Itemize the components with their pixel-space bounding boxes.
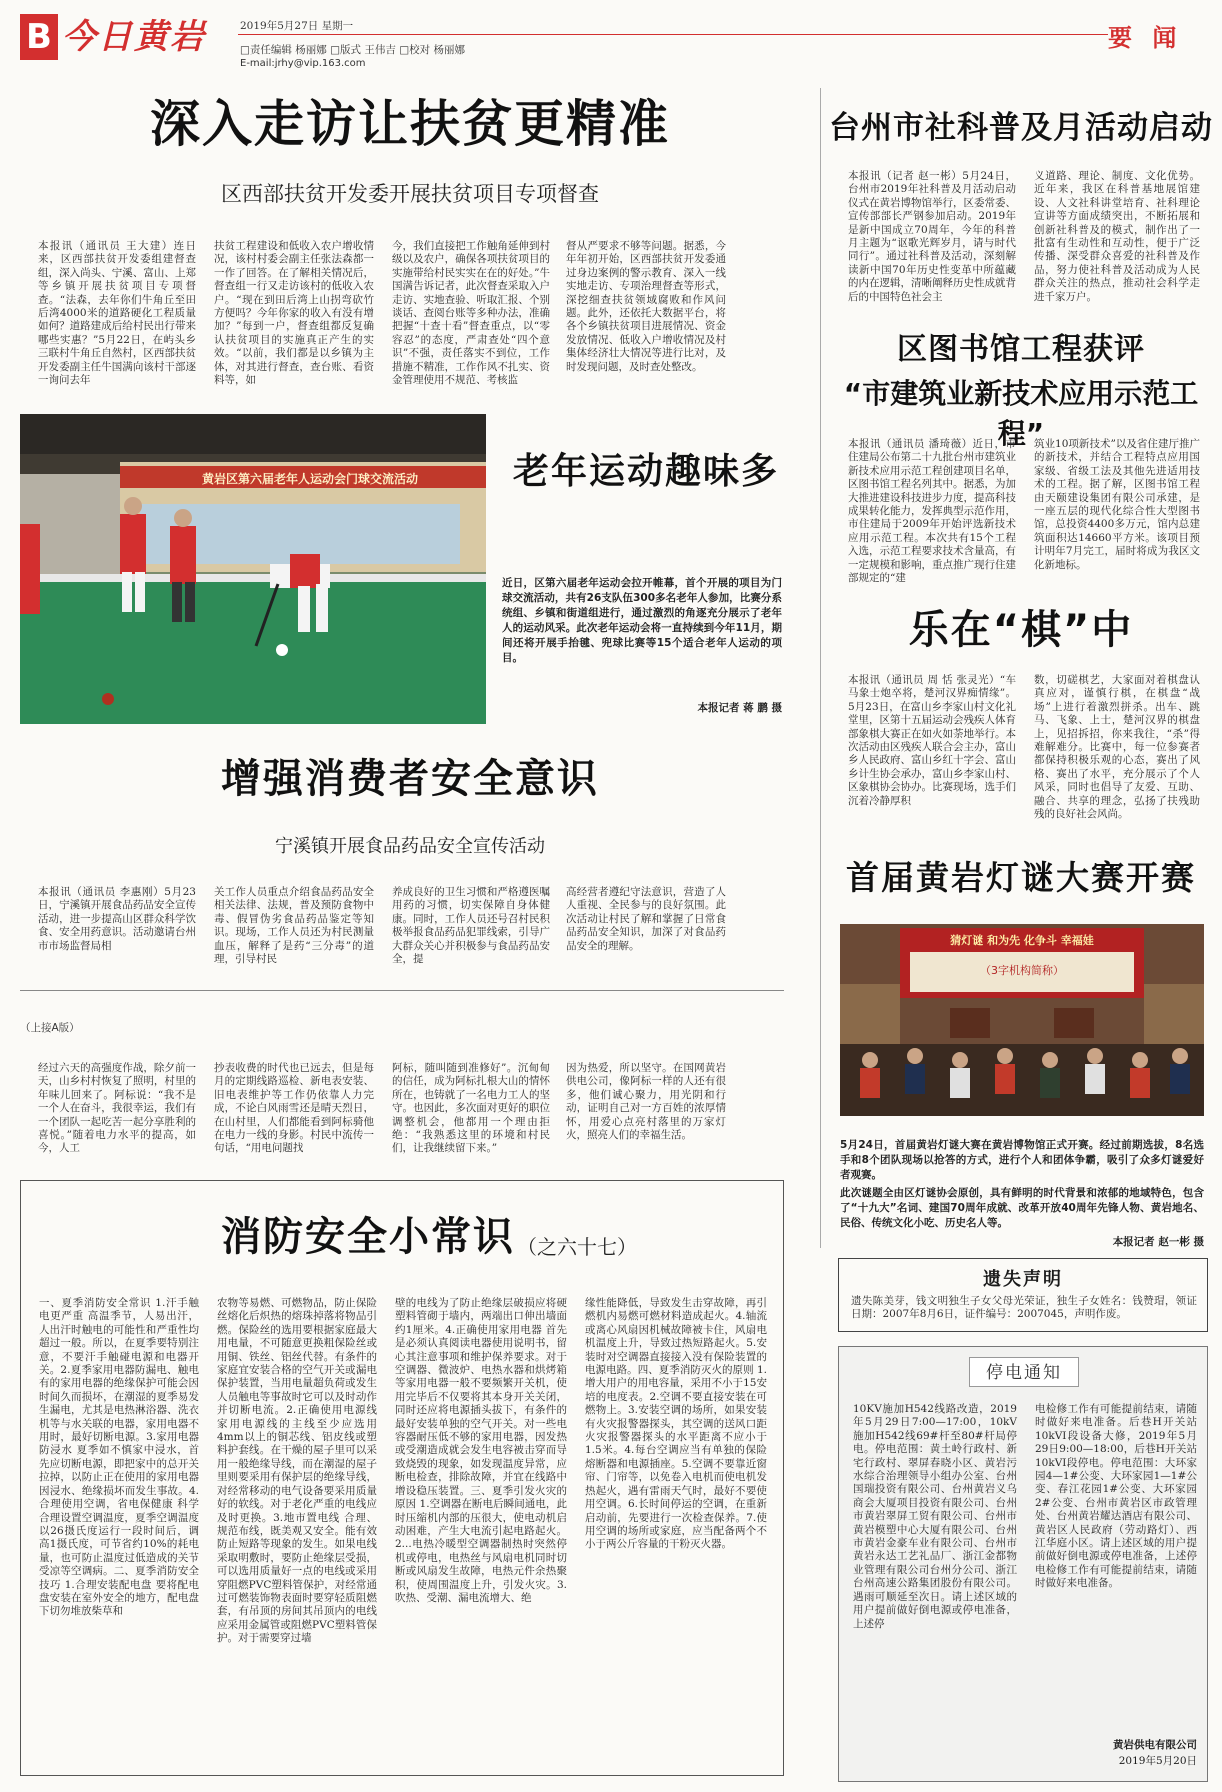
riddle-caption1: 5月24日，首届黄岩灯谜大赛在黄岩博物馆正式开赛。经过前期选拔，8名选手和8个团队现场以抢答的方式，进行个人和团体争霸，吸引了众多灯谜爱好者观赛。: [840, 1139, 1204, 1181]
gateball-caption: 近日，区第六届老年运动会拉开帷幕，首个开展的项目为门球交流活动，共有26支队伍300多名老年人参加，比赛分系统组、乡镇和街道组进行，通过激烈的角逐充分展示了老年人的运动风采。此次老年运动会将一直持续到今年11月，期间还将开展手抬毽、兜球比赛等15个适合老年人运动的项目。: [502, 577, 782, 664]
outage-sign-date: 2019年5月20日: [1118, 1755, 1197, 1767]
article-consumer-col4: 高经营者遵纪守法意识，营造了人人重视、全民参与的良好氛围。此次活动让村民了解和掌握了日常食品药品安全知识，加深了对食品药品安全的理解。: [566, 886, 726, 952]
library-headline-line1: 区图书馆工程获评: [897, 332, 1145, 367]
chess-col2: 数，切磋棋艺，大家面对着棋盘认真应对，谨慎行棋，在棋盘“战场”上进行着激烈拼杀。出车、跳马、飞象、上士，楚河汉界的棋盘上，见招拆招，你来我往，“杀”得难解难分。比赛中，每一位参赛者都保持积极乐观的心态，赛出了风格、赛出了水平，充分展示了个人风采，同时也倡导了友爱、互助、融合、共享的理念，弘扬了扶残助残的良好社会风尚。: [1034, 674, 1200, 821]
riddle-photo: [840, 924, 1204, 1116]
article-poverty-headline: 深入走访让扶贫更精准: [150, 95, 670, 153]
fire-safety-series: （之六十七）: [517, 1235, 637, 1259]
sci-popularization-col2: 义道路、理论、制度、文化优势。近年来，我区在科普基地展馆建设、人文社科讲堂培育、社科理论宣讲等方面成绩突出，不断拓展和创新社科普及的模式，制作出了一批富有生动性和互动性，便于广泛传播、深受群众喜爱的社科普及作品，努力使社科普及活动成为人民群众关注的热点，推动社会科学走进千家万户。: [1034, 170, 1200, 303]
article-poverty-subhead: 区西部扶贫开发委开展扶贫项目专项督查: [221, 182, 599, 206]
article-poverty-col4: 督从严要求不够等问题。据悉，今年年初开始，区西部扶贫开发委通过身边案例的警示教育、深入一线实地走访、专项治理督查等形式，深挖细查扶贫领域腐败和作风问题。此外，还依托大数据平台，将各个乡镇扶贫项目进展情况、资金发放情况、低收入户增收情况及村集体经济壮大情况等进行比对，及时发现问题，及时查处整改。: [566, 240, 726, 373]
continued-col1: 经过六天的高强度作战，除夕前一天，山乡村村恢复了照明，村里的年味儿回来了。阿标说：“我不是一个人在奋斗，我很幸运，我们有一个团队一起吃苦一起分享胜利的喜悦。”随着电力水平的提高，如今，人工: [38, 1062, 196, 1155]
masthead: [0, 0, 1222, 80]
library-col2: 筑业10项新技术”以及省住建厅推广的新技术，并结合工程特点应用国家级、省级工法及其他先进适用技术的工程。据了解，区图书馆工程由天颐建设集团有限公司承建，是一座五层的现代化综合性大型图书馆，总投资4400多万元，馆内总建筑面积达14660平方米。该项目预计明年7月完工，届时将成为我区文化新地标。: [1034, 438, 1200, 571]
continued-col3: 阿标，随叫随到准修好”。沉甸甸的信任，成为阿标扎根大山的情怀所在，也铸就了一名电力工人的坚守。也因此，多次面对更好的职位调整机会，他都用一个理由拒绝：“我熟悉这里的环境和村民们，让我继续留下来。”: [392, 1062, 550, 1155]
section-divider: [20, 990, 784, 991]
editors-line: □责任编辑 杨丽娜 □版式 王伟吉 □校对 杨丽娜: [240, 44, 465, 56]
outage-col1: 10KV施加H542线路改造，2019年5月29日7:00—17:00，10kV施加H542线69#杆至80#杆局停电。停电范围：黄土岭行政村、新宅行政村、翠屏春晓小区、黄岩污水综合治理领导小组办公室、台州国瑞投资有限公司、台州黄岩义乌商会大厦项目投资有限公司、台州市黄岩翠屏工贸有限公司、台州市黄岩模塑中心大厦有限公司、台州市黄岩金豪车业有限公司、台州市黄岩永达工艺礼品厂、浙江金都物业管理有限公司台州分公司、浙江台州高速公路集团股份有限公司。遇雨可顺延至次日。请上述区域的用户提前做好倒电源或停电准备，上述停: [853, 1403, 1017, 1630]
article-consumer-col2: 关工作人员重点介绍食品药品安全相关法律、法规，普及预防食物中毒、假冒伪劣食品药品鉴定等知识。现场，工作人员还为村民测量血压，解释了是药“三分毒”的道理，引导村民: [214, 886, 374, 966]
outage-signer: 黄岩供电有限公司: [1113, 1739, 1197, 1751]
article-poverty-col1: 本报讯（通讯员 王大建）连日来，区西部扶贫开发委组建督查组，深入尚头、宁溪、富山、上郑等乡镇开展扶贫项目专项督查。“法森，去年你们牛角丘至田后湾4000米的道路硬化工程质量如何？道路建成后给村民出行带来哪些实惠？”5月22日，在屿头乡三联村牛角丘自然村，区西部扶贫开发委副主任牛国满向该村干部逐一询问去年: [38, 240, 196, 387]
article-consumer-col1: 本报讯（通讯员 李惠刚）5月23日，宁溪镇开展食品药品安全宣传活动，进一步提高山区群众科学饮食、安全用药意识。活动邀请台州市市场监督局相: [38, 886, 196, 952]
fire-safety-headline: 消防安全小常识: [221, 1214, 515, 1260]
gateball-headline: 老年运动趣味多: [512, 451, 779, 492]
riddle-scene-image: [840, 924, 1204, 1116]
newspaper-logo: 今日黄岩: [62, 17, 206, 57]
email-line: E-mail:jrhy@vip.163.com: [240, 58, 366, 69]
article-poverty-col3: 今，我们直接把工作触角延伸到村级以及农户，确保各项扶贫项目的实施带给村民实实在在的好处。”牛国满告诉记者，此次督查采取入户走访、实地查验、听取汇报、个别谈话、查阅台账等多种办法，准确把握“十查十看”督查重点，以“零容忍”的态度，严肃查处“四个意识”不强，责任落实不到位，工作措施不精准，工作作风不扎实、资金管理使用不规范、考核监: [392, 240, 550, 387]
riddle-headline: 首届黄岩灯谜大赛开赛: [846, 858, 1196, 897]
library-headline-line2: “市建筑业新技术应用示范工程”: [843, 377, 1199, 450]
riddle-credit: 本报记者 赵一彬 摄: [1112, 1236, 1204, 1248]
outage-col2: 电检修工作有可能提前结束，请随时做好来电准备。后巷H开关站10kVI段设备大修，2019年5月29日9:00—18:00，后巷H开关站10kVI段停电。停电范围：大环家园4—1#公变、大环家园1—1#公变、春江花园1#公变、大环家园2#公变、台州市黄岩区市政管理处、台州黄岩耀达酒店有限公司、黄岩区人民政府（劳动路灯）、西江华庭小区。请上述区域的用户提前做好倒电源或停电准备，上述停电检修工作有可能提前结束，请随时做好来电准备。: [1035, 1403, 1197, 1590]
lost-notice-title: 遗失声明: [983, 1269, 1063, 1290]
gateball-photo: [20, 414, 486, 724]
continued-col4: 因为热爱，所以坚守。在国网黄岩供电公司，像阿标一样的人还有很多，他们诚心聚力，用光阴和行动，证明自己对一方百姓的浓厚情怀，用爱心点亮村落里的万家灯火，照亮人们的幸福生活。: [566, 1062, 726, 1142]
issue-date: 2019年5月27日 星期一: [240, 20, 354, 32]
riddle-caption2: 此次谜题全由区灯谜协会原创，具有鲜明的时代背景和浓郁的地域特色，包含了“十九大”名词、建国70周年成就、改革开放40周年先锋人物、黄岩地名、民俗、传统文化小吃、历史名人等。: [840, 1187, 1204, 1229]
gateball-credit: 本报记者 蒋 鹏 摄: [697, 702, 782, 714]
gateball-banner: 黄岩区第六届老年人运动会门球交流活动: [201, 472, 418, 486]
fire-safety-col3: 壁的电线为了防止绝缘层破损应将硬塑料管砌于墙内，两端出口伸出墙面约1厘米。4.正确使用家用电器 首先是必须认真阅读电器使用说明书，留心其注意事项和维护保养要求。对于空调器、微波炉、电热水器和烘烤箱等家用电器一般不要频繁开关机，使用完毕后不仅要将其本身开关关闭，同时还应将电源插头拔下，有条件的最好安装单独的空气开关。对一些电容器耐压低不够的家用电器，因发热或受潮造成就会发生电容被击穿而导致烧毁的现象，如发现温度异常，应断电检查，排除故障，并宜在线路中增设稳压装置。三、夏季引发火灾的原因 1.空调器在断电后瞬间通电，此时压缩机内部的压很大，使电动机启动困难，产生大电流引起电路起火。2...电热冷暖型空调器制热时突然停机或停电，电热丝与风扇电机同时切断或风扇发生故障，电热元件余热聚积，使周围温度上升，引发火灾。3.吹热、受潮、漏电流增大、绝: [395, 1297, 567, 1604]
lost-notice-text: 遗失陈美芽，钱文明独生子女父母光荣证，独生子女姓名：钱赞瑁，领证日期：2007年8月6日，证件编号：2007045，声明作废。: [851, 1295, 1197, 1321]
masthead-rule: [238, 34, 1108, 35]
gateball-scene-image: [20, 414, 486, 724]
fire-safety-col1: 一、夏季消防安全常识 1.汗手触电更严重 高温季节，人易出汗，人出汗时触电的可能性和严重性均超过一般。所以，在夏季要特别注意，不要汗手触碰电源和电器开关。2.夏季家用电器防漏电、触电 有的家用电器的绝缘保护可能会因时间久而损坏，在潮湿的夏季易发生漏电，尤其是电热淋浴器、洗衣机等与水关联的电器，家用电器不用时，最好切断电源。3.家用电器防浸水 夏季如不慎家中浸水，首先应切断电源，即把家中的总开关拉掉，以防止正在使用的家用电器因浸水、绝缘损坏而发生事故。4.合理使用空调，省电保健康 科学合理设置空调温度，夏季空调温度以26摄氏度运行一段时间后，调高1摄氏度，可节省约10%的耗电量，也可防止温度过低造成的关节受凉等空调病。二、夏季消防安全技巧 1.合理安装配电盘 要将配电盘安装在室外安全的地方，配电盘下切勿堆放柴草和: [39, 1297, 199, 1618]
article-consumer-col3: 养成良好的卫生习惯和严格遵医嘱用药的习惯，切实保障自身体健康。同时，工作人员还号召村民积极举报食品药品犯罪线索，引导广大群众关心并积极参与食品药品安全，提: [392, 886, 550, 966]
article-consumer-headline: 增强消费者安全意识: [221, 756, 599, 802]
article-consumer-subhead: 宁溪镇开展食品药品安全宣传活动: [275, 836, 545, 857]
continued-label: （上接A版）: [20, 1022, 80, 1034]
fire-safety-col4: 缘性能降低，导致发生击穿故障，再引燃机内易燃可燃材料造成起火。4.轴流或离心风扇因机械故障被卡住，风扇电机温度上升，导致过热短路起火。5.安装时对空调器直接接入没有保险装置的电源电路。四、夏季消防灭火的原则 1.增大用户的用电容量，采用不小于15安培的电度表。2.空调不要直接安装在可燃物上。3.安装空调的场所，如果安装有火灾报警器探头，其空调的送风口距火灾报警器探头的水平距离不应小于1.5米。4.每台空调应当有单独的保险熔断器和电源插座。5.空调不要靠近窗帘、门帘等，以免卷入电机而使电机发热起火，遇有雷雨天气时，最好不要使用空调。6.长时间停运的空调，在重新启动前，先要进行一次检查保养。7.使用空调的场所或家庭，应当配备两个不小于两公斤容量的干粉灭火器。: [585, 1297, 767, 1551]
fire-safety-box: [20, 1180, 784, 1776]
riddle-banner: 猜灯谜 和为先 化争斗 幸福娃: [950, 934, 1094, 947]
chess-col1: 本报讯（通讯员 周 恬 张灵光）“车马象士炮卒将，楚河汉界痴情缘”。5月23日，在富山乡李家山村文化礼堂里，区第十五届运动会残疾人体育部象棋大赛正在如火如荼地举行。本次活动由区残疾人联合会主办，富山乡人民政府、富山乡红十字会、富山乡计生协会承办，富山乡李家山村、区象棋协会协办。比赛现场，选手们沉着冷静厚积: [848, 674, 1016, 807]
sci-popularization-col1: 本报讯（记者 赵一彬）5月24日，台州市2019年社科普及月活动启动仪式在黄岩博物馆举行，区委常委、宣传部部长严钢参加启动。2019年是新中国成立70周年，今年的科普月主题为“讴歌光辉岁月，请与时代同行”。通过社科普及活动，深刻解读新中国70年历史性变革中所蕴藏的内在逻辑，清晰阐释历史性成就背后的中国特色社会主: [848, 170, 1016, 303]
fire-safety-col2: 农物等易燃、可燃物品，防止保险丝熔化后炽热的熔珠掉落将物品引燃。保险丝的选用要根据家庭最大用电量，不可随意更换粗保险丝或用铜、铁丝、铝丝代替。有条件的家庭宜安装合格的空气开关或漏电保护装置，当用电量超负荷或发生人员触电等事故时它可以及时动作并切断电流。2.正确使用电源线 家用电源线的主线至少应选用4mm以上的铜芯线、铝皮线或塑料护套线。在干燥的屋子里可以采用一般绝缘导线，而在潮湿的屋子里则要采用有保护层的绝缘导线，对经常移动的电气设备要采用质量好的软线。对于老化严重的电线应及时更换。3.地市置电线 合理、规范布线，既美观又安全。能有效防止短路等现象的发生。如果电线采取明敷时，要防止绝缘层受损，可以选用质量好一点的电线或采用穿阻燃PVC塑料管保护，对经常通过可燃装饰物表面时要穿轻质阻燃套，有吊顶的房间其吊顶内的电线应采用金属管或阻燃PVC塑料管保护。对于需要穿过墙: [217, 1297, 377, 1645]
section-name: 要 闻: [1108, 24, 1183, 52]
sci-popularization-headline: 台州市社科普及月活动启动: [829, 110, 1213, 146]
continued-col2: 抄表收费的时代也已远去，但是每月的定期线路巡检、新电表安装、旧电表维护等工作仍依靠人力完成，不论白风雨雪还是晴天烈日，在山村里，人们都能看到阿标骑他在电力一线的身影。村民中流传一句话，“用电问题找: [214, 1062, 374, 1155]
chess-headline: 乐在“棋”中: [908, 607, 1134, 653]
riddle-screen-text: （3字机构简称）: [980, 964, 1064, 977]
column-divider: [820, 88, 821, 1248]
lost-notice-box: [838, 1258, 1208, 1332]
outage-notice-title: 停电通知: [969, 1357, 1079, 1387]
outage-notice-box: [838, 1346, 1208, 1782]
library-col1: 本报讯（通讯员 潘琦薇）近日，市住建局公布第二十九批台州市建筑业新技术应用示范工程创建项目名单，区图书馆工程名列其中。据悉，为加大推进建设科技进步力度，提高科技成果转化能力，发挥典型示范作用，市住建局于2009年开始评选新技术应用示范工程。本次共有15个工程入选，示范工程要求技术含量高，有一定规模和影响，重点推广现行住建部规定的“建: [848, 438, 1016, 585]
section-letter: B: [20, 14, 58, 60]
article-poverty-col2: 扶贫工程建设和低收入农户增收情况，该村村委会副主任张法森都一一作了回答。在了解相关情况后，督查组一行又走访该村的低收入农户。“现在到田后湾上山拐弯砍竹方便吗？今年你家的收入有没有增加？”每到一户，督查组都反复确认扶贫项目的实施真正产生的实效。“以前，我们都是以乡镇为主体，对其进行督查，查台账、看资料等，如: [214, 240, 374, 387]
